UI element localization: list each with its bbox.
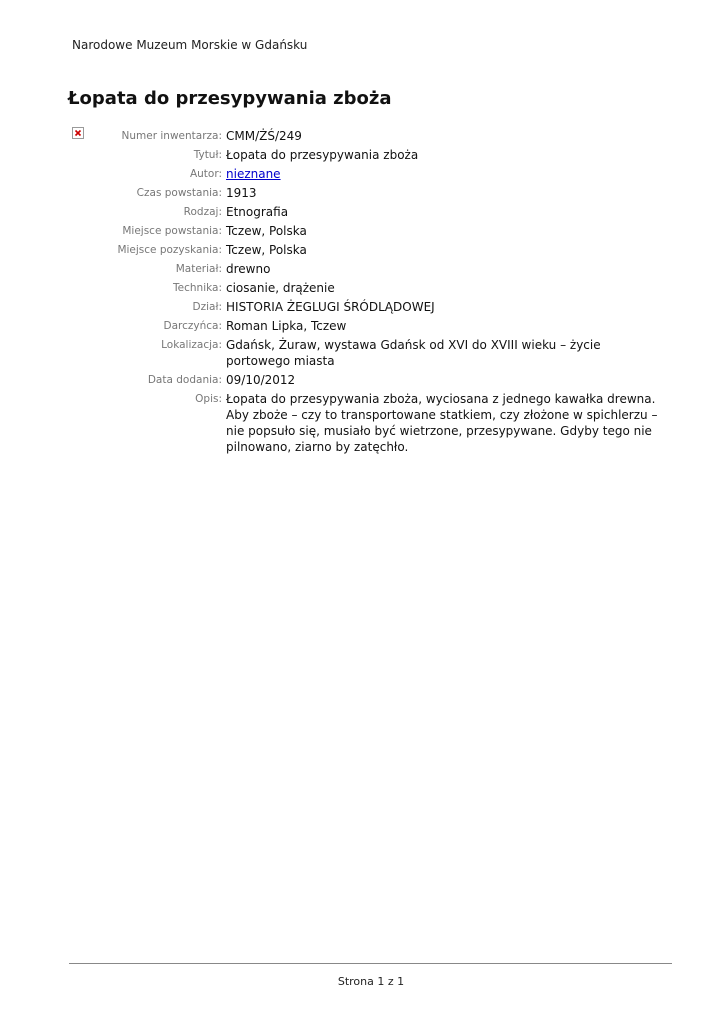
page-title: Łopata do przesypywania zboża [68,88,392,109]
field-value [226,166,666,182]
field-author [0,166,725,182]
field-location [0,337,725,369]
field-label: Tytuł: [193,149,222,161]
page-number: Strona 1 z 1 [337,975,405,988]
field-label: Miejsce powstania: [122,225,222,237]
author-link[interactable]: nieznane [226,167,281,181]
field-value: CMM/ŻŚ/249 [226,129,302,143]
field-department [0,299,725,315]
field-title [0,147,725,163]
museum-name: Narodowe Muzeum Morskie w Gdańsku [72,38,308,52]
field-label: Rodzaj: [183,206,222,218]
record-details [0,128,725,458]
field-label: Czas powstania: [136,187,222,199]
field-label: Autor: [189,168,222,180]
field-label: Technika: [173,282,222,294]
field-place-acquired [0,242,725,258]
field-date-added [0,372,725,388]
field-value: Roman Lipka, Tczew [226,319,347,333]
field-value: ciosanie, drążenie [226,281,335,295]
field-value: Etnografia [226,205,289,219]
field-value: Łopata do przesypywania zboża [226,148,419,162]
field-value: drewno [226,262,271,276]
field-description [0,391,725,455]
field-label: Miejsce pozyskania: [117,244,222,256]
field-label: Materiał: [175,263,222,275]
field-value: Łopata do przesypywania zboża, wyciosana z jednego kawałka drewna. Aby zboże – czy to transportowane statkiem, czy złożone w spichlerzu – nie popsuło się, musiało być wietrzone, przesypywane. Gdyby tego nie pilnowano, ziarno by zatęchło. [226,392,658,454]
field-value: Tczew, Polska [226,243,307,257]
field-value: 09/10/2012 [226,373,296,387]
field-date-created [0,185,725,201]
footer-divider [69,963,672,964]
field-technique [0,280,725,296]
field-label: Dział: [192,301,222,313]
field-value: HISTORIA ŻEGLUGI ŚRÓDLĄDOWEJ [226,300,435,314]
field-label: Opis: [195,393,222,405]
field-label: Data dodania: [147,374,222,386]
field-label: Numer inwentarza: [121,130,222,142]
field-value: 1913 [226,186,257,200]
field-label: Lokalizacja: [161,339,222,351]
field-material [0,261,725,277]
field-inventory [0,128,725,144]
field-place-created [0,223,725,239]
field-value: Gdańsk, Żuraw, wystawa Gdańsk od XVI do XVIII wieku – życie portowego miasta [226,338,601,368]
field-label: Darczyńca: [163,320,222,332]
field-donor [0,318,725,334]
field-type [0,204,725,220]
field-value: Tczew, Polska [226,224,307,238]
